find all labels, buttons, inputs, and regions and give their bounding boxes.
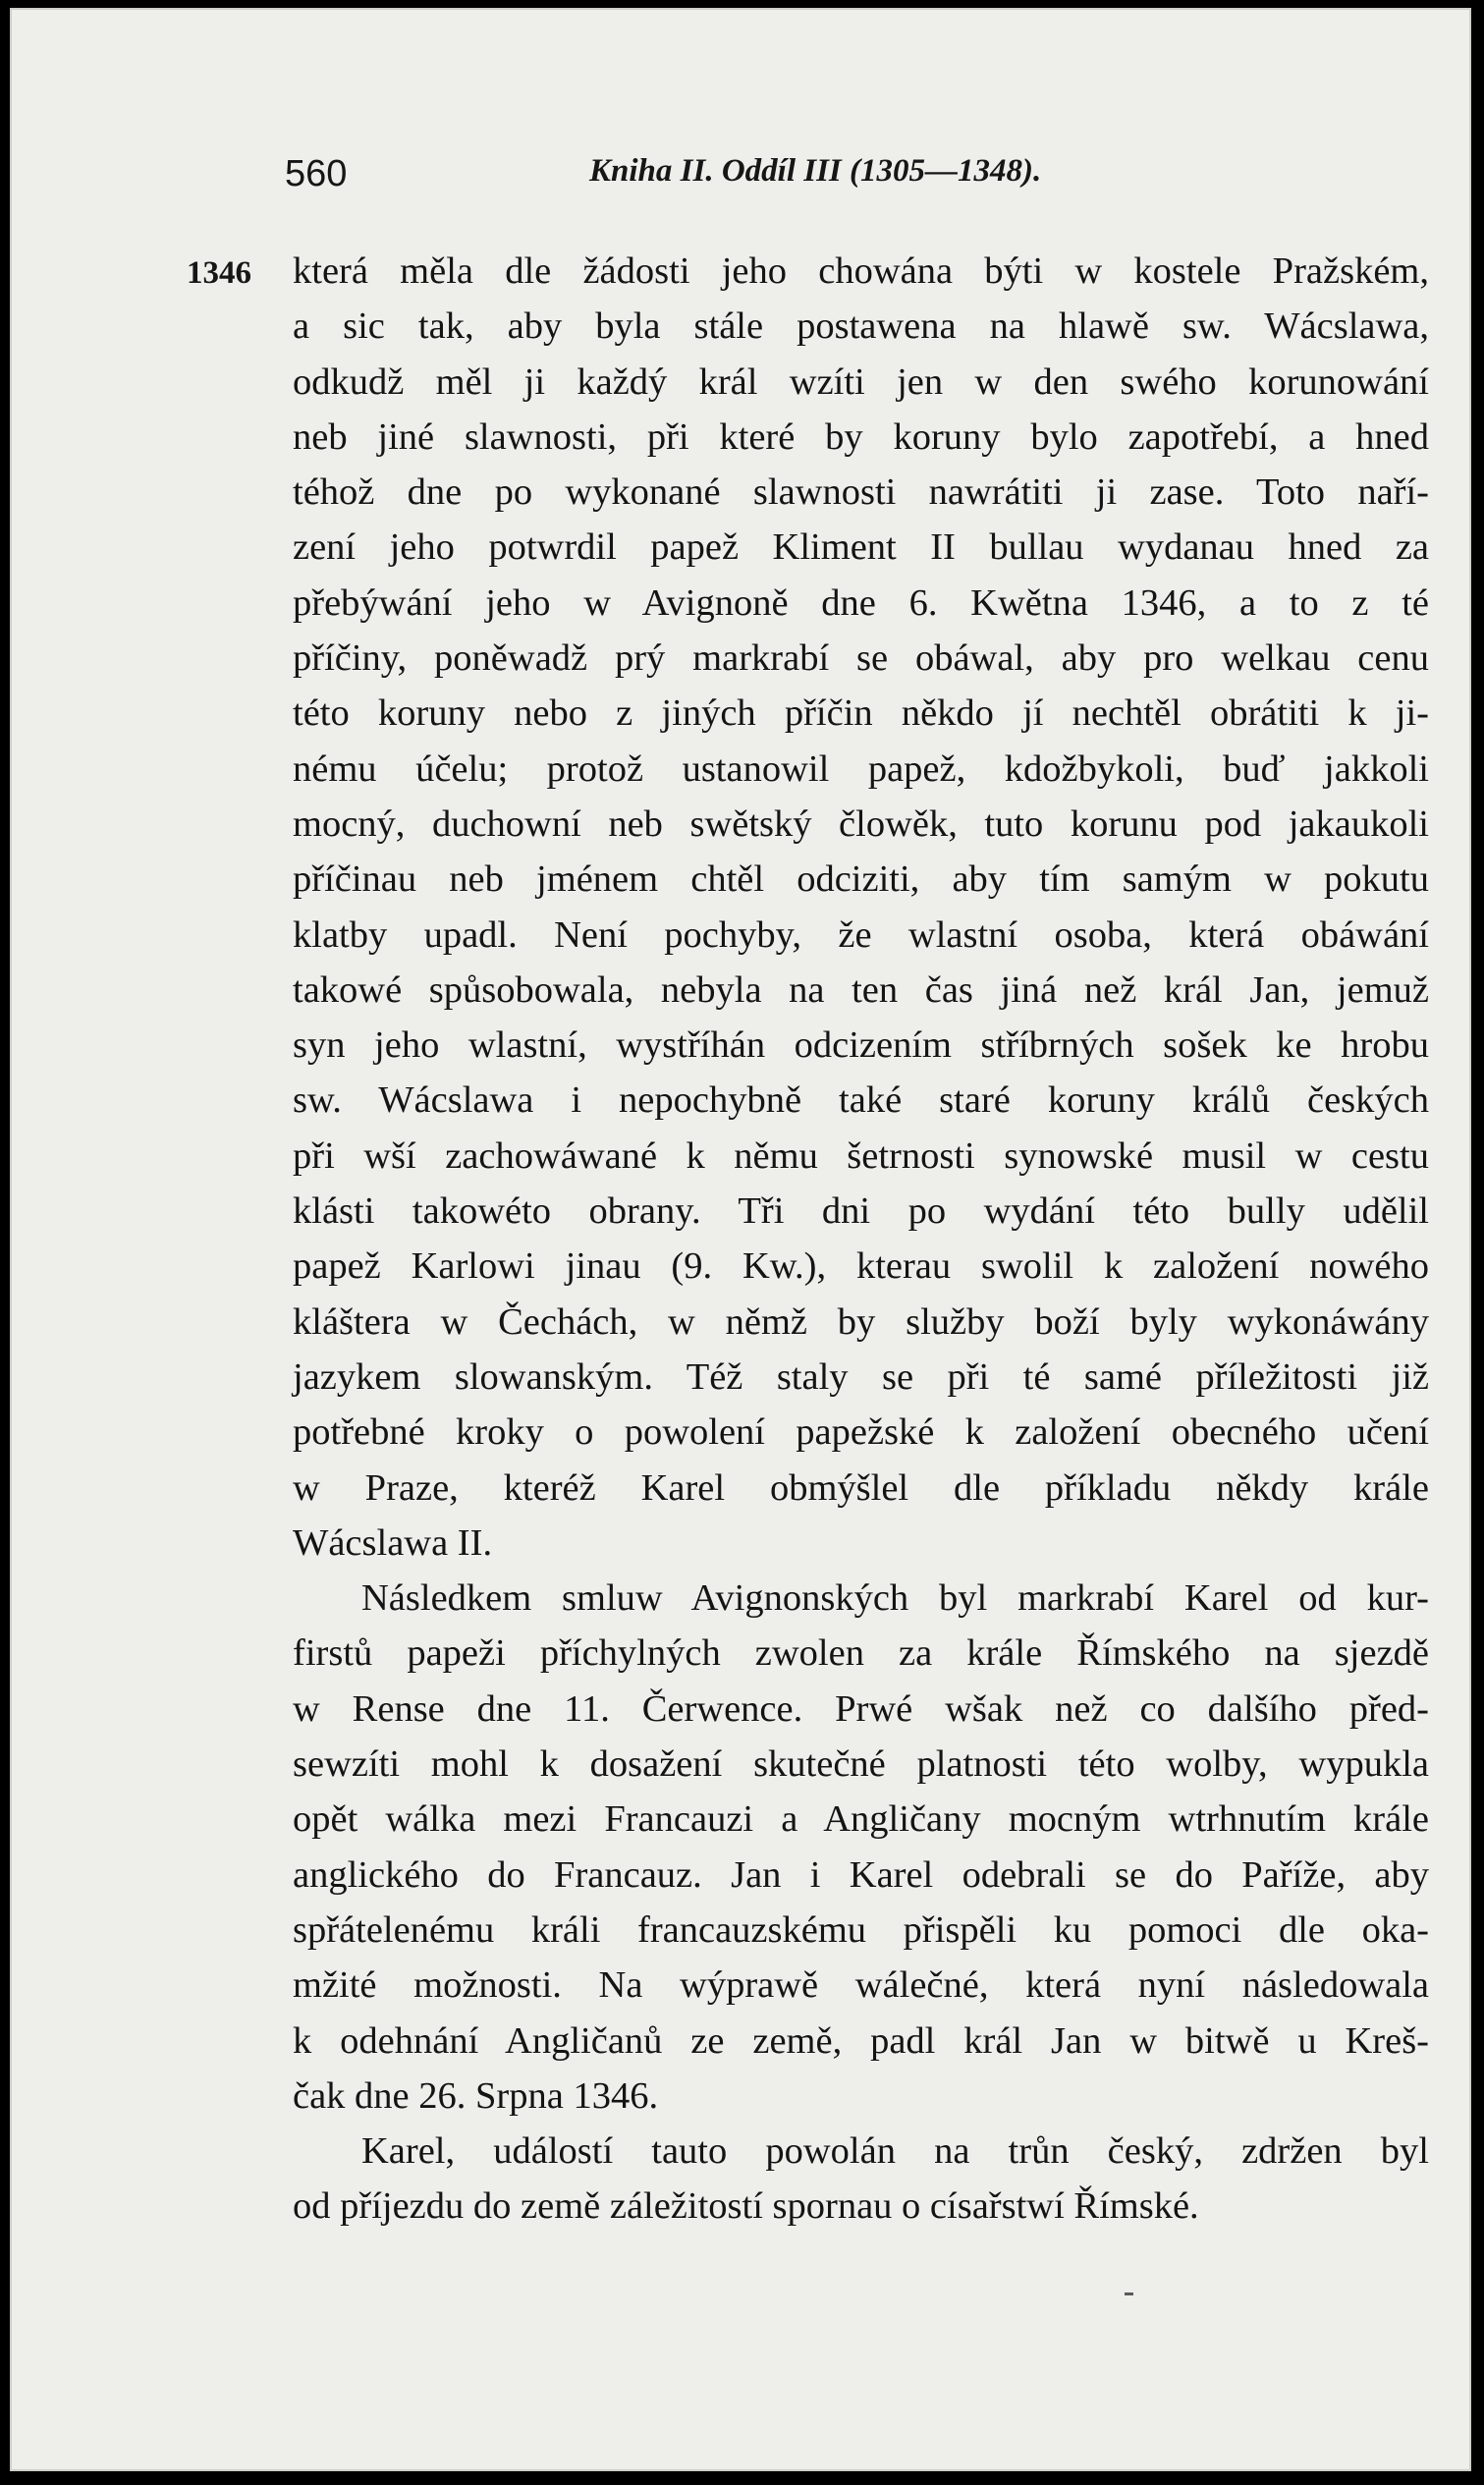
text-line: mžité možnosti. Na wýprawě wálečné, která nyní následowala (293, 1964, 1429, 2007)
text-line: nému účelu; protož ustanowil papež, kdožbykoli, buď jakkoli (293, 747, 1429, 790)
running-title: Kniha II. Oddíl III (1305—1348). (589, 153, 1042, 189)
text-line: opět wálka mezi Francauzi a Angličany mocným wtrhnutím krále (293, 1798, 1429, 1841)
page-header (285, 153, 1169, 202)
body-text (293, 244, 1429, 2235)
text-line: spřátelenému králi francauzskému přispěli ku pomoci dle oka- (293, 1908, 1429, 1951)
text-line: potřebné kroky o powolení papežské k založení obecného učení (293, 1411, 1429, 1454)
text-line: sw. Wácslawa i nepochybně také staré koruny králů českých (293, 1079, 1429, 1122)
text-line: w Praze, kteréž Karel obmýšlel dle příkladu někdy krále (293, 1466, 1429, 1509)
text-line: kláštera w Čechách, w němž by služby boží byly wykonáwány (293, 1300, 1429, 1343)
text-line: čak dne 26. Srpna 1346. (293, 2074, 659, 2117)
page-number: 560 (285, 153, 348, 194)
text-line: Karel, událostí tauto powolán na trůn český, zdržen byl (361, 2130, 1429, 2173)
text-line: klatby upadl. Není pochyby, že wlastní osoba, která obáwání (293, 913, 1429, 956)
text-line: firstů papeži příchylných zwolen za krále Římského na sjezdě (293, 1632, 1429, 1675)
text-line: sewzíti mohl k dosažení skutečné platnosti této wolby, wypukla (293, 1743, 1429, 1786)
text-line: klásti takowéto obrany. Tři dni po wydání této bully udělil (293, 1190, 1429, 1233)
text-line: neb jiné slawnosti, při které by koruny bylo zapotřebí, a hned (293, 415, 1429, 458)
text-line: Wácslawa II. (293, 1521, 493, 1564)
text-line: této koruny nebo z jiných příčin někdo jí nechtěl obrátiti k ji- (293, 692, 1429, 735)
book-page (10, 8, 1471, 2471)
text-line: téhož dne po wykonané slawnosti nawrátiti ji zase. Toto naří- (293, 471, 1429, 514)
text-line: příčiny, poněwadž prý markrabí se obáwal, aby pro welkau cenu (293, 637, 1429, 680)
text-line: jazykem slowanským. Též staly se při té samé příležitosti již (293, 1355, 1429, 1398)
text-line: příčinau neb jménem chtěl odciziti, aby tím samým w pokutu (293, 858, 1429, 901)
text-line: takowé spůsobowala, nebyla na ten čas jiná než král Jan, jemuž (293, 968, 1429, 1011)
text-line: mocný, duchowní neb swětský člowěk, tuto korunu pod jakaukoli (293, 802, 1429, 845)
print-mark (1125, 2292, 1133, 2295)
text-line: odkudž měl ji každý král wzíti jen w den swého korunowání (293, 360, 1429, 403)
text-line: přebýwání jeho w Avignoně dne 6. Kwětna 1346, a to z té (293, 581, 1429, 624)
text-line: která měla dle žádosti jeho chowána býti w kostele Pražském, (293, 250, 1429, 292)
text-line: při wší zachowáwané k němu šetrnosti synowské musil w cestu (293, 1134, 1429, 1177)
text-line: k odehnání Angličanů ze země, padl král Jan w bitwě u Kreš- (293, 2019, 1429, 2062)
text-line: anglického do Francauz. Jan i Karel odebrali se do Paříže, aby (293, 1853, 1429, 1896)
text-line: syn jeho wlastní, wystříhán odcizením stříbrných sošek ke hrobu (293, 1024, 1429, 1067)
text-line: w Rense dne 11. Čerwence. Prwé wšak než co dalšího před- (293, 1687, 1429, 1730)
text-line: od příjezdu do země záležitostí spornau o císařstwí Římské. (293, 2185, 1199, 2228)
text-line: Následkem smluw Avignonských byl markrabí Karel od kur- (361, 1577, 1429, 1620)
margin-year-note: 1346 (187, 255, 251, 291)
text-line: papež Karlowi jinau (9. Kw.), kterau swolil k založení nowého (293, 1245, 1429, 1288)
text-line: zení jeho potwrdil papež Kliment II bullau wydanau hned za (293, 526, 1429, 569)
text-line: a sic tak, aby byla stále postawena na hlawě sw. Wácslawa, (293, 305, 1429, 348)
